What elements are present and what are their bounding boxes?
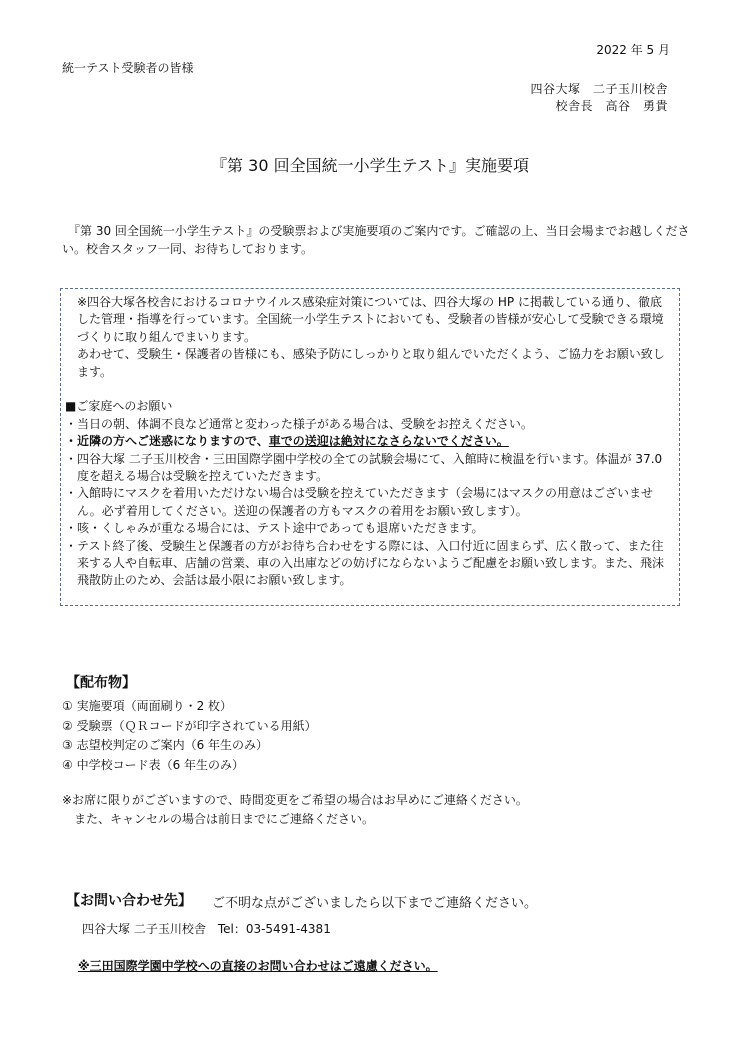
addressee: 統一テスト受験者の皆様 [62, 61, 194, 75]
request-item: ・入館時にマスクを着用いただけない場合は受験を控えていただきます（会場にはマスクの用意はございません。必ず着用してください。送迎の保護者の方もマスクの着用をお願い致します）。 [65, 486, 654, 518]
distribution-heading: 【配布物】 [66, 675, 136, 691]
document-title: 『第 30 回全国統一小学生テスト』実施要項 [211, 156, 529, 175]
seats-note-line: また、キャンセルの場合は前日までにご連絡ください。 [62, 812, 375, 826]
contact-phone-line: 四谷大塚 二子玉川校舎 Tel：03-5491-4381 [82, 922, 331, 936]
contact-warning: ※三田国際学園中学校への直接のお問い合わせはご遠慮ください。 [78, 959, 438, 973]
contact-heading: 【お問い合わせ先】 [66, 893, 192, 909]
request-item: ・咳・くしゃみが重なる場合には、テスト途中であっても退席いただきます。 [65, 521, 484, 536]
covid-paragraph: ※四谷大塚各校舎におけるコロナウイルス感染症対策については、四谷大塚の HP に掲載している通り、徹底した管理・指導を行っています。全国統一小学生テストにおいても、受験者の皆様が安心して受験できる環境づくりに取り組んでまいります。 [77, 295, 664, 344]
distribution-item: ① 実施要項（両面刷り・2 枚） [62, 699, 233, 713]
seats-note [62, 791, 528, 829]
notice-box [60, 288, 680, 606]
sender-principal: 校舎長 高谷 勇貴 [555, 99, 668, 113]
intro-paragraph: 『第 30 回全国統一小学生テスト』の受験票および実施要項のご案内です。ご確認の上、当日会場までお越しください。校舎スタッフ一同、お待ちしております。 [62, 224, 690, 256]
requests-heading: ■ご家庭へのお願い [65, 399, 173, 414]
request-item-no-car [65, 433, 671, 450]
distribution-list [62, 697, 317, 775]
sender-school: 四谷大塚 二子玉川校舎 [530, 82, 668, 96]
distribution-item: ③ 志望校判定のご案内（6 年生のみ） [62, 738, 269, 753]
seats-note-line: ※お席に限りがございますので、時間変更をご希望の場合はお早めにご連絡ください。 [62, 793, 528, 807]
document-date: 2022 年 5 月 [596, 43, 670, 57]
no-car-warning: 車での送迎は絶対になさらないでください。 [268, 434, 509, 449]
request-item: ・四谷大塚 二子玉川校舎・三田国際学園中学校の全ての試験会場にて、入館時に検温を行います。体温が 37.0 度を超える場合は受験を控えていただきます。 [65, 451, 663, 484]
request-item: ・テスト終了後、受験生と保護者の方がお待ち合わせをする際には、入口付近に固まらず、広く散って、また往来する人や自転車、店舗の営業、車の入出庫などの妨げにならないようご配慮をお願い致します。また、飛沫飛散防止のため、会話は最小限にお願い致します。 [65, 538, 665, 588]
request-item: ・当日の朝、体調不良など通常と変わった様子がある場合は、受験をお控えください。 [65, 416, 533, 431]
covid-cooperation-paragraph: あわせて、受験生・保護者の皆様にも、感染予防にしっかりと取り組んでいただくよう、ご協力をお願い致します。 [77, 347, 665, 379]
contact-description: ご不明な点がございましたら以下までご連絡ください。 [212, 896, 538, 911]
distribution-item: ④ 中学校コード表（6 年生のみ） [62, 757, 245, 772]
distribution-item: ② 受験票（ＱＲコードが印字されている用紙） [62, 718, 317, 733]
request-item-prefix: ・近隣の方へご迷惑になりますので、 [65, 434, 269, 449]
